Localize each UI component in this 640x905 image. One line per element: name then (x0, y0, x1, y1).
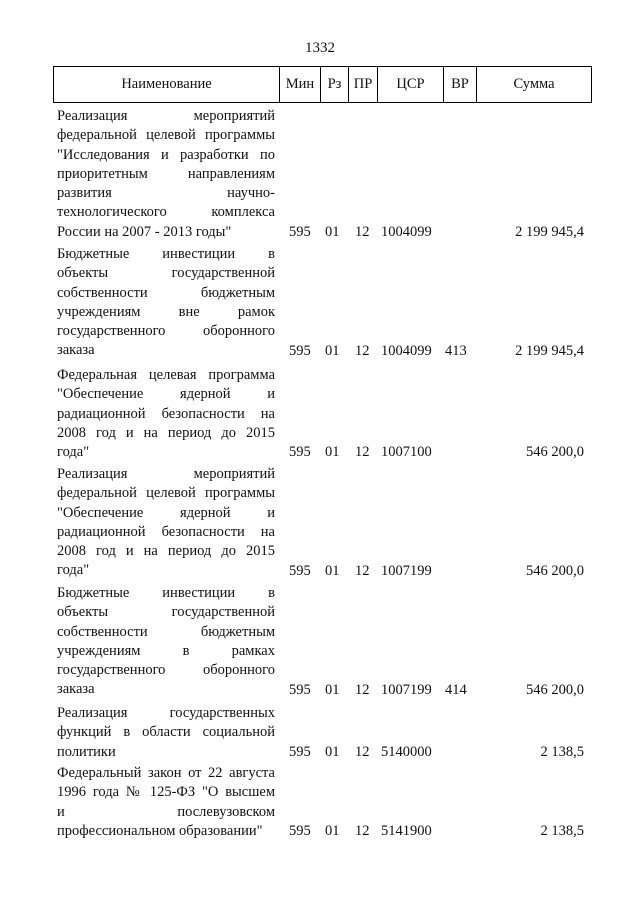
row-name-line: заказа (57, 342, 95, 359)
row-name-line: профессиональном образовании" (57, 822, 263, 839)
row-name-line: приоритетным направлениям (57, 165, 275, 182)
row-min: 595 (289, 822, 311, 839)
header-rz: Рз (321, 67, 349, 102)
row-csr: 1007199 (381, 562, 432, 579)
row-rz: 01 (325, 743, 340, 760)
row-rz: 01 (325, 681, 340, 698)
row-name-line: государственного оборонного (57, 323, 275, 340)
row-name (57, 366, 275, 462)
row-name-line: объекты государственной (57, 604, 275, 621)
page-number: 1332 (305, 40, 335, 56)
row-name-line: объекты государственной (57, 265, 275, 282)
row-min: 595 (289, 342, 311, 359)
row-vr: 413 (445, 342, 467, 359)
row-csr: 1004099 (381, 342, 432, 359)
row-rz: 01 (325, 562, 340, 579)
row-rz: 01 (325, 223, 340, 240)
row-name-line: государственного оборонного (57, 662, 275, 679)
row-name-line: "Обеспечение ядерной и (57, 386, 275, 403)
row-name-line: Бюджетные инвестиции в (57, 585, 275, 601)
row-min: 595 (289, 444, 311, 461)
row-csr: 5141900 (381, 822, 432, 839)
row-sum: 546 200,0 (526, 681, 584, 698)
row-name-line: 2008 год и на период до 2015 (57, 543, 275, 560)
row-name-line: 1996 года № 125-ФЗ "О высшем (57, 784, 275, 801)
row-name-line: России на 2007 - 2013 годы" (57, 223, 232, 240)
row-pr: 12 (355, 342, 370, 359)
row-sum: 2 138,5 (540, 743, 584, 760)
row-name (57, 704, 275, 762)
row-name-line: собственности бюджетным (57, 623, 275, 640)
row-min: 595 (289, 743, 311, 760)
row-pr: 12 (355, 562, 370, 579)
header-vr: ВР (444, 67, 477, 102)
row-csr: 1004099 (381, 223, 432, 240)
row-sum: 2 199 945,4 (515, 342, 584, 359)
row-name-line: радиационной безопасности на (57, 405, 275, 422)
row-sum: 546 200,0 (526, 562, 584, 579)
row-name-line: собственности бюджетным (57, 284, 275, 301)
row-name-line: политики (57, 743, 116, 760)
row-csr: 5140000 (381, 743, 432, 760)
row-vr: 414 (445, 681, 467, 698)
row-rz: 01 (325, 822, 340, 839)
row-name-line: Федеральная целевая программа (57, 367, 275, 383)
header-name: Наименование (54, 67, 280, 102)
row-name (57, 107, 275, 242)
row-rz: 01 (325, 444, 340, 461)
row-pr: 12 (355, 822, 370, 839)
row-name-line: и послевузовском (57, 803, 275, 820)
row-name-line: "Исследования и разработки по (57, 146, 275, 163)
row-name-line: Бюджетные инвестиции в (57, 246, 275, 262)
row-csr: 1007199 (381, 681, 432, 698)
row-pr: 12 (355, 223, 370, 240)
row-name (57, 584, 275, 700)
row-name-line: учреждениям вне рамок (57, 303, 275, 320)
row-name-line: федеральной целевой программы (57, 485, 275, 502)
row-name-line: заказа (57, 681, 95, 698)
row-name (57, 465, 275, 581)
header-min: Мин (280, 67, 321, 102)
table-header (53, 66, 592, 103)
row-name-line: учреждениям в рамках (57, 642, 275, 659)
row-name-line: федеральной целевой программы (57, 127, 275, 144)
row-sum: 546 200,0 (526, 444, 584, 461)
row-name-line: Реализация мероприятий (57, 466, 275, 482)
row-name-line: Реализация государственных (57, 705, 275, 721)
row-sum: 2 199 945,4 (515, 223, 584, 240)
row-name-line: технологического комплекса (57, 204, 275, 221)
row-name-line: года" (57, 562, 90, 579)
row-name-line: развития научно- (57, 185, 275, 202)
row-min: 595 (289, 562, 311, 579)
row-pr: 12 (355, 444, 370, 461)
row-name-line: Реализация мероприятий (57, 108, 275, 124)
row-csr: 1007100 (381, 444, 432, 461)
row-name-line: функций в области социальной (57, 724, 275, 741)
row-pr: 12 (355, 743, 370, 760)
row-name-line: "Обеспечение ядерной и (57, 504, 275, 521)
row-name-line: Федеральный закон от 22 августа (57, 765, 275, 781)
row-name (57, 245, 275, 361)
row-min: 595 (289, 223, 311, 240)
header-sum: Сумма (513, 76, 555, 92)
row-sum: 2 138,5 (540, 822, 584, 839)
row-name (57, 764, 275, 841)
row-min: 595 (289, 681, 311, 698)
header-pr: ПР (349, 67, 378, 102)
row-name-line: года" (57, 444, 90, 461)
header-csr: ЦСР (378, 67, 444, 102)
row-pr: 12 (355, 681, 370, 698)
row-name-line: радиационной безопасности на (57, 523, 275, 540)
row-rz: 01 (325, 342, 340, 359)
row-name-line: 2008 год и на период до 2015 (57, 424, 275, 441)
